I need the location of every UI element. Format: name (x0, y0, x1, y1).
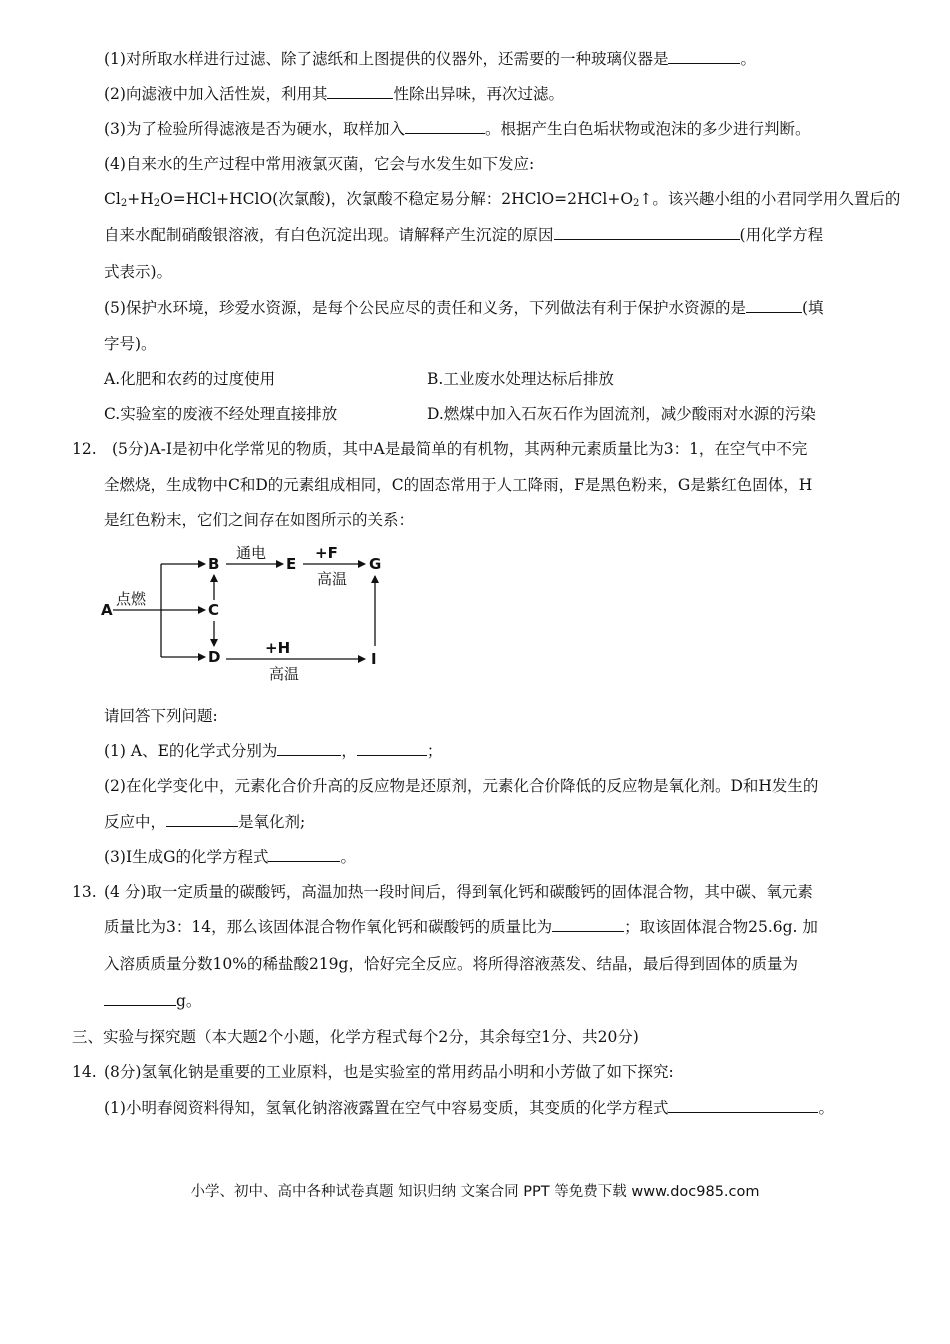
answer-blank[interactable] (668, 1098, 818, 1113)
q11-part4-text: (4)自来水的生产过程中常用液氯灭菌，它会与水发生如下发应: (104, 155, 535, 173)
node-g: G (369, 555, 382, 573)
q11-part1-text: (1)对所取水样进行过滤、除了滤纸和上图提供的仪器外，还需要的一种玻璃仪器是 (104, 50, 669, 68)
sub-2: 2 (633, 198, 640, 209)
option-c: C.实验室的废液不经处理直接排放 (104, 405, 338, 423)
q13-line4-end: g。 (176, 992, 202, 1010)
q11-part1-end: 。 (740, 50, 756, 68)
q13-line3: 入溶质质量分数10%的稀盐酸219g，恰好完全反应。将所得溶液蒸发、结晶，最后得到固体的质量为 (104, 955, 798, 973)
eq-cl: Cl (104, 190, 121, 208)
q13-line2 (104, 916, 818, 938)
answer-blank[interactable] (746, 298, 802, 313)
cond-hightemp-2: 高温 (269, 665, 300, 683)
q11-part4-line2 (104, 224, 823, 246)
q13-line4 (104, 990, 201, 1012)
sub-2: 2 (120, 198, 128, 209)
q11-part4 (104, 153, 534, 175)
sub-2: 2 (153, 198, 161, 209)
q12-sub3-end: 。 (340, 848, 356, 866)
q12-sub3 (104, 846, 356, 868)
q11-part4-line2-end: (用化学方程 (739, 226, 824, 244)
section-3-title: 三、实验与探究题（本大题2个小题，化学方程式每个2分，其余每空1分、共20分) (72, 1028, 639, 1046)
q12-sub1-end: ； (426, 742, 443, 760)
q12-line1: (5分)A-I是初中化学常见的物质，其中A是最简单的有机物，其两种元素质量比为3：1，在空气中不完 (112, 440, 808, 458)
option-b: B.工业废水处理达标后排放 (427, 370, 614, 388)
answer-blank[interactable] (357, 741, 427, 756)
q11-part3-text: (3)为了检验所得滤液是否为硬水，取样加入 (104, 120, 405, 138)
answer-blank[interactable] (277, 741, 341, 756)
q12-sub1-text: (1) A、E的化学式分别为 (104, 742, 278, 760)
cond-electric: 通电 (236, 544, 267, 562)
answer-blank[interactable] (166, 812, 238, 827)
answer-blank[interactable] (327, 84, 393, 99)
q11-part5 (104, 297, 824, 319)
page-footer: 小学、初中、高中各种试卷真题 知识归纳 文案合同 PPT 等免费下载 www.doc985.com (190, 1184, 760, 1200)
answer-blank[interactable] (268, 847, 340, 862)
q11-part4-line3-text: 式表示)。 (104, 263, 173, 281)
q11-part2-end: 性除出异味，再次过滤。 (393, 85, 564, 103)
answer-blank[interactable] (552, 917, 624, 932)
q12-sub2: (2)在化学变化中，元素化合价升高的反应物是还原剂，元素化合价降低的反应物是氧化剂。D和H发生的 (104, 777, 819, 795)
reaction-diagram (95, 542, 405, 687)
q12-sub2-line2-end: 是氧化剂; (238, 813, 306, 831)
cond-ignite: 点燃 (116, 590, 147, 608)
q11-part2 (104, 83, 564, 105)
q11-part2-text: (2)向滤液中加入活性炭，利用其 (104, 85, 328, 103)
q13-line1: (4 分)取一定质量的碳酸钙，高温加热一段时间后，得到氧化钙和碳酸钙的固体混合物，其中碳、氧元素 (104, 883, 813, 901)
eq-tail: ↑。该兴趣小组的小君同学用久置后的 (639, 190, 901, 208)
q12-sub3-text: (3)I生成G的化学方程式 (104, 848, 269, 866)
q11-part4-line3 (104, 261, 172, 283)
answer-blank[interactable] (405, 119, 485, 134)
q13-number: 13. (72, 883, 97, 901)
q12-sub2-line2 (104, 811, 305, 833)
eq-rest: O=HCl+HClO(次氯酸)，次氯酸不稳定易分解：2HClO=2HCl+O (160, 190, 634, 208)
node-b: B (208, 555, 220, 573)
node-d: D (208, 648, 221, 666)
option-a: A.化肥和农药的过度使用 (104, 370, 276, 388)
q11-part4-line2-text: 自来水配制硝酸银溶液，有白色沉淀出现。请解释产生沉淀的原因 (104, 226, 554, 244)
answer-blank[interactable] (668, 49, 740, 64)
option-d: D.燃煤中加入石灰石作为固流剂，减少酸雨对水源的污染 (427, 405, 816, 423)
q14-line1: (8分)氢氧化钠是重要的工业原料，也是实验室的常用药品小明和小芳做了如下探究: (104, 1063, 674, 1081)
cond-plus-h: +H (265, 639, 291, 657)
q11-part5-line2 (104, 333, 157, 355)
q14-sub1-text: (1)小明春阅资料得知，氢氧化钠溶液露置在空气中容易变质，其变质的化学方程式 (104, 1099, 669, 1117)
cond-plus-f: +F (315, 544, 338, 562)
q11-part5-end: (填 (801, 299, 824, 317)
q12-line2: 全燃烧，生成物中C和D的元素组成相同，C的固态常用于人工降雨，F是黑色粉来，G是紫红色固体，H (104, 476, 813, 494)
answer-blank[interactable] (554, 225, 740, 240)
q14-sub1 (104, 1097, 834, 1119)
node-e: E (286, 555, 297, 573)
q11-part3 (104, 118, 810, 140)
q14-sub1-end: 。 (818, 1099, 834, 1117)
q14-number: 14. (72, 1063, 97, 1081)
q12-ask: 请回答下列问题: (104, 707, 218, 725)
q11-part4-equation (104, 188, 900, 210)
q12-line3: 是红色粉末，它们之间存在如图所示的关系： (104, 511, 415, 529)
q11-part5-text: (5)保护水环境，珍爱水资源，是每个公民应尽的责任和义务，下列做法有利于保护水资源的是 (104, 299, 746, 317)
node-i: I (371, 650, 377, 668)
q13-line2-text: 质量比为3：14，那么该固体混合物作氧化钙和碳酸钙的质量比为 (104, 918, 553, 936)
q12-sub1-comma: ， (341, 742, 357, 760)
q12-sub2-line2-text: 反应中， (104, 813, 167, 831)
node-c: C (208, 601, 220, 619)
node-a: A (101, 601, 113, 619)
q12-sub1 (104, 740, 442, 762)
q11-part3-end: 。根据产生白色垢状物或泡沫的多少进行判断。 (484, 120, 811, 138)
cond-hightemp-1: 高温 (317, 570, 348, 588)
answer-blank[interactable] (104, 991, 176, 1006)
q13-line2-end: ；取该固体混合物25.6g. 加 (624, 918, 818, 936)
eq-h: +H (127, 190, 154, 208)
q11-part5-line2-text: 字号)。 (104, 335, 157, 353)
q12-number: 12. (72, 440, 97, 458)
q11-part1 (104, 48, 756, 70)
